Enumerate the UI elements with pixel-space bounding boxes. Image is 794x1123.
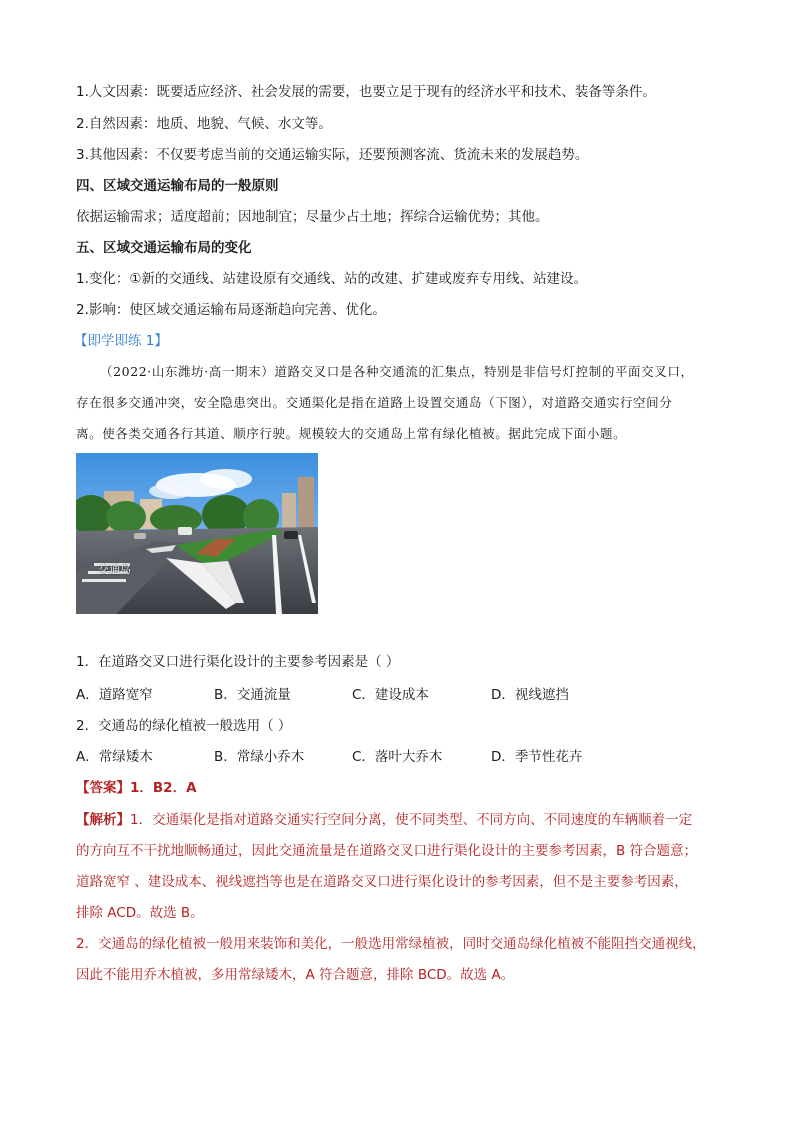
factor-number: 3. [76,147,89,163]
answer-line [76,778,197,798]
section4-body: 依据运输需求；适度超前；因地制宜；尽量少占土地；挥综合运输优势；其他。 [76,209,549,225]
analysis-label: 【解析】 [76,812,130,828]
section5-item-1 [76,269,587,289]
option-d: D．季节性花卉 [491,749,583,765]
item-text: 变化：①新的交通线、站建设原有交通线、站的改建、扩建或废弃专用线、站建设。 [88,271,587,287]
option-c: C．落叶大乔木 [352,749,443,765]
analysis-line-4: 排除 ACD。故选 B。 [76,905,204,921]
section5-heading: 五、区域交通运输布局的变化 [76,240,252,256]
option-b: B．常绿小乔木 [214,749,305,765]
option-d: D．视线遮挡 [491,687,569,703]
traffic-island-illustration [76,453,318,614]
traffic-island-photo [76,453,318,614]
analysis-text: 1．交通渠化是指对道路交通实行空间分离，使不同类型、不同方向、不同速度的车辆顺着一定 [130,812,693,828]
analysis-line-5: 2．交通岛的绿化植被一般用来装饰和美化，一般选用常绿植被，同时交通岛绿化植被不能阻挡交通视线， [76,936,706,952]
factor-item-2 [76,114,332,134]
option-a: A．常绿矮木 [76,749,153,765]
practice-intro-line-1: （2022·山东潍坊·高一期末）道路交叉口是各种交通流的汇集点，特别是非信号灯控制的平面交叉口， [100,364,694,379]
item-text: 影响：使区域交通运输布局逐渐趋向完善、优化。 [88,302,386,318]
question-2-stem: 2．交通岛的绿化植被一般选用（ ） [76,718,292,734]
factor-text: 人文因素：既要适应经济、社会发展的需要，也要立足于现有的经济水平和技术、装备等条件。 [88,84,656,100]
factor-number: 1. [76,84,89,100]
answer-text: 1．B2．A [130,780,197,796]
answer-label: 【答案】 [76,780,130,796]
option-a: A．道路宽窄 [76,687,153,703]
practice-intro-line-2: 存在很多交通冲突，安全隐患突出。交通渠化是指在道路上设置交通岛（下图），对道路交通实行空间分 [76,395,673,410]
practice-tag: 【即学即练 1】 [74,333,168,349]
photo-label: 交通岛 [98,563,131,576]
factor-item-1 [76,82,656,102]
practice-intro-line-3: 离。使各类交通各行其道、顺序行驶。规模较大的交通岛上常有绿化植被。据此完成下面小题。 [76,426,627,441]
section5-item-2 [76,300,386,320]
factor-text: 自然因素：地质、地貌、气候、水文等。 [88,116,332,132]
option-c: C．建设成本 [352,687,429,703]
section4-heading: 四、区域交通运输布局的一般原则 [76,178,279,194]
analysis-line-1 [76,810,692,830]
analysis-line-3: 道路宽窄 、建设成本、视线遮挡等也是在道路交叉口进行渠化设计的参考因素，但不是主要参考因素， [76,874,688,890]
factor-number: 2. [76,116,89,132]
analysis-line-6: 因此不能用乔木植被，多用常绿矮木，A 符合题意，排除 BCD。故选 A。 [76,967,515,983]
option-b: B．交通流量 [214,687,291,703]
question-1-stem: 1．在道路交叉口进行渠化设计的主要参考因素是（ ） [76,654,400,670]
item-number: 1. [76,271,89,287]
item-number: 2. [76,302,89,318]
analysis-line-2: 的方向互不干扰地顺畅通过，因此交通流量是在道路交叉口进行渠化设计的主要参考因素，B 符合题意； [76,843,698,859]
factor-text: 其他因素：不仅要考虑当前的交通运输实际，还要预测客流、货流未来的发展趋势。 [88,147,589,163]
factor-item-3 [76,145,588,165]
